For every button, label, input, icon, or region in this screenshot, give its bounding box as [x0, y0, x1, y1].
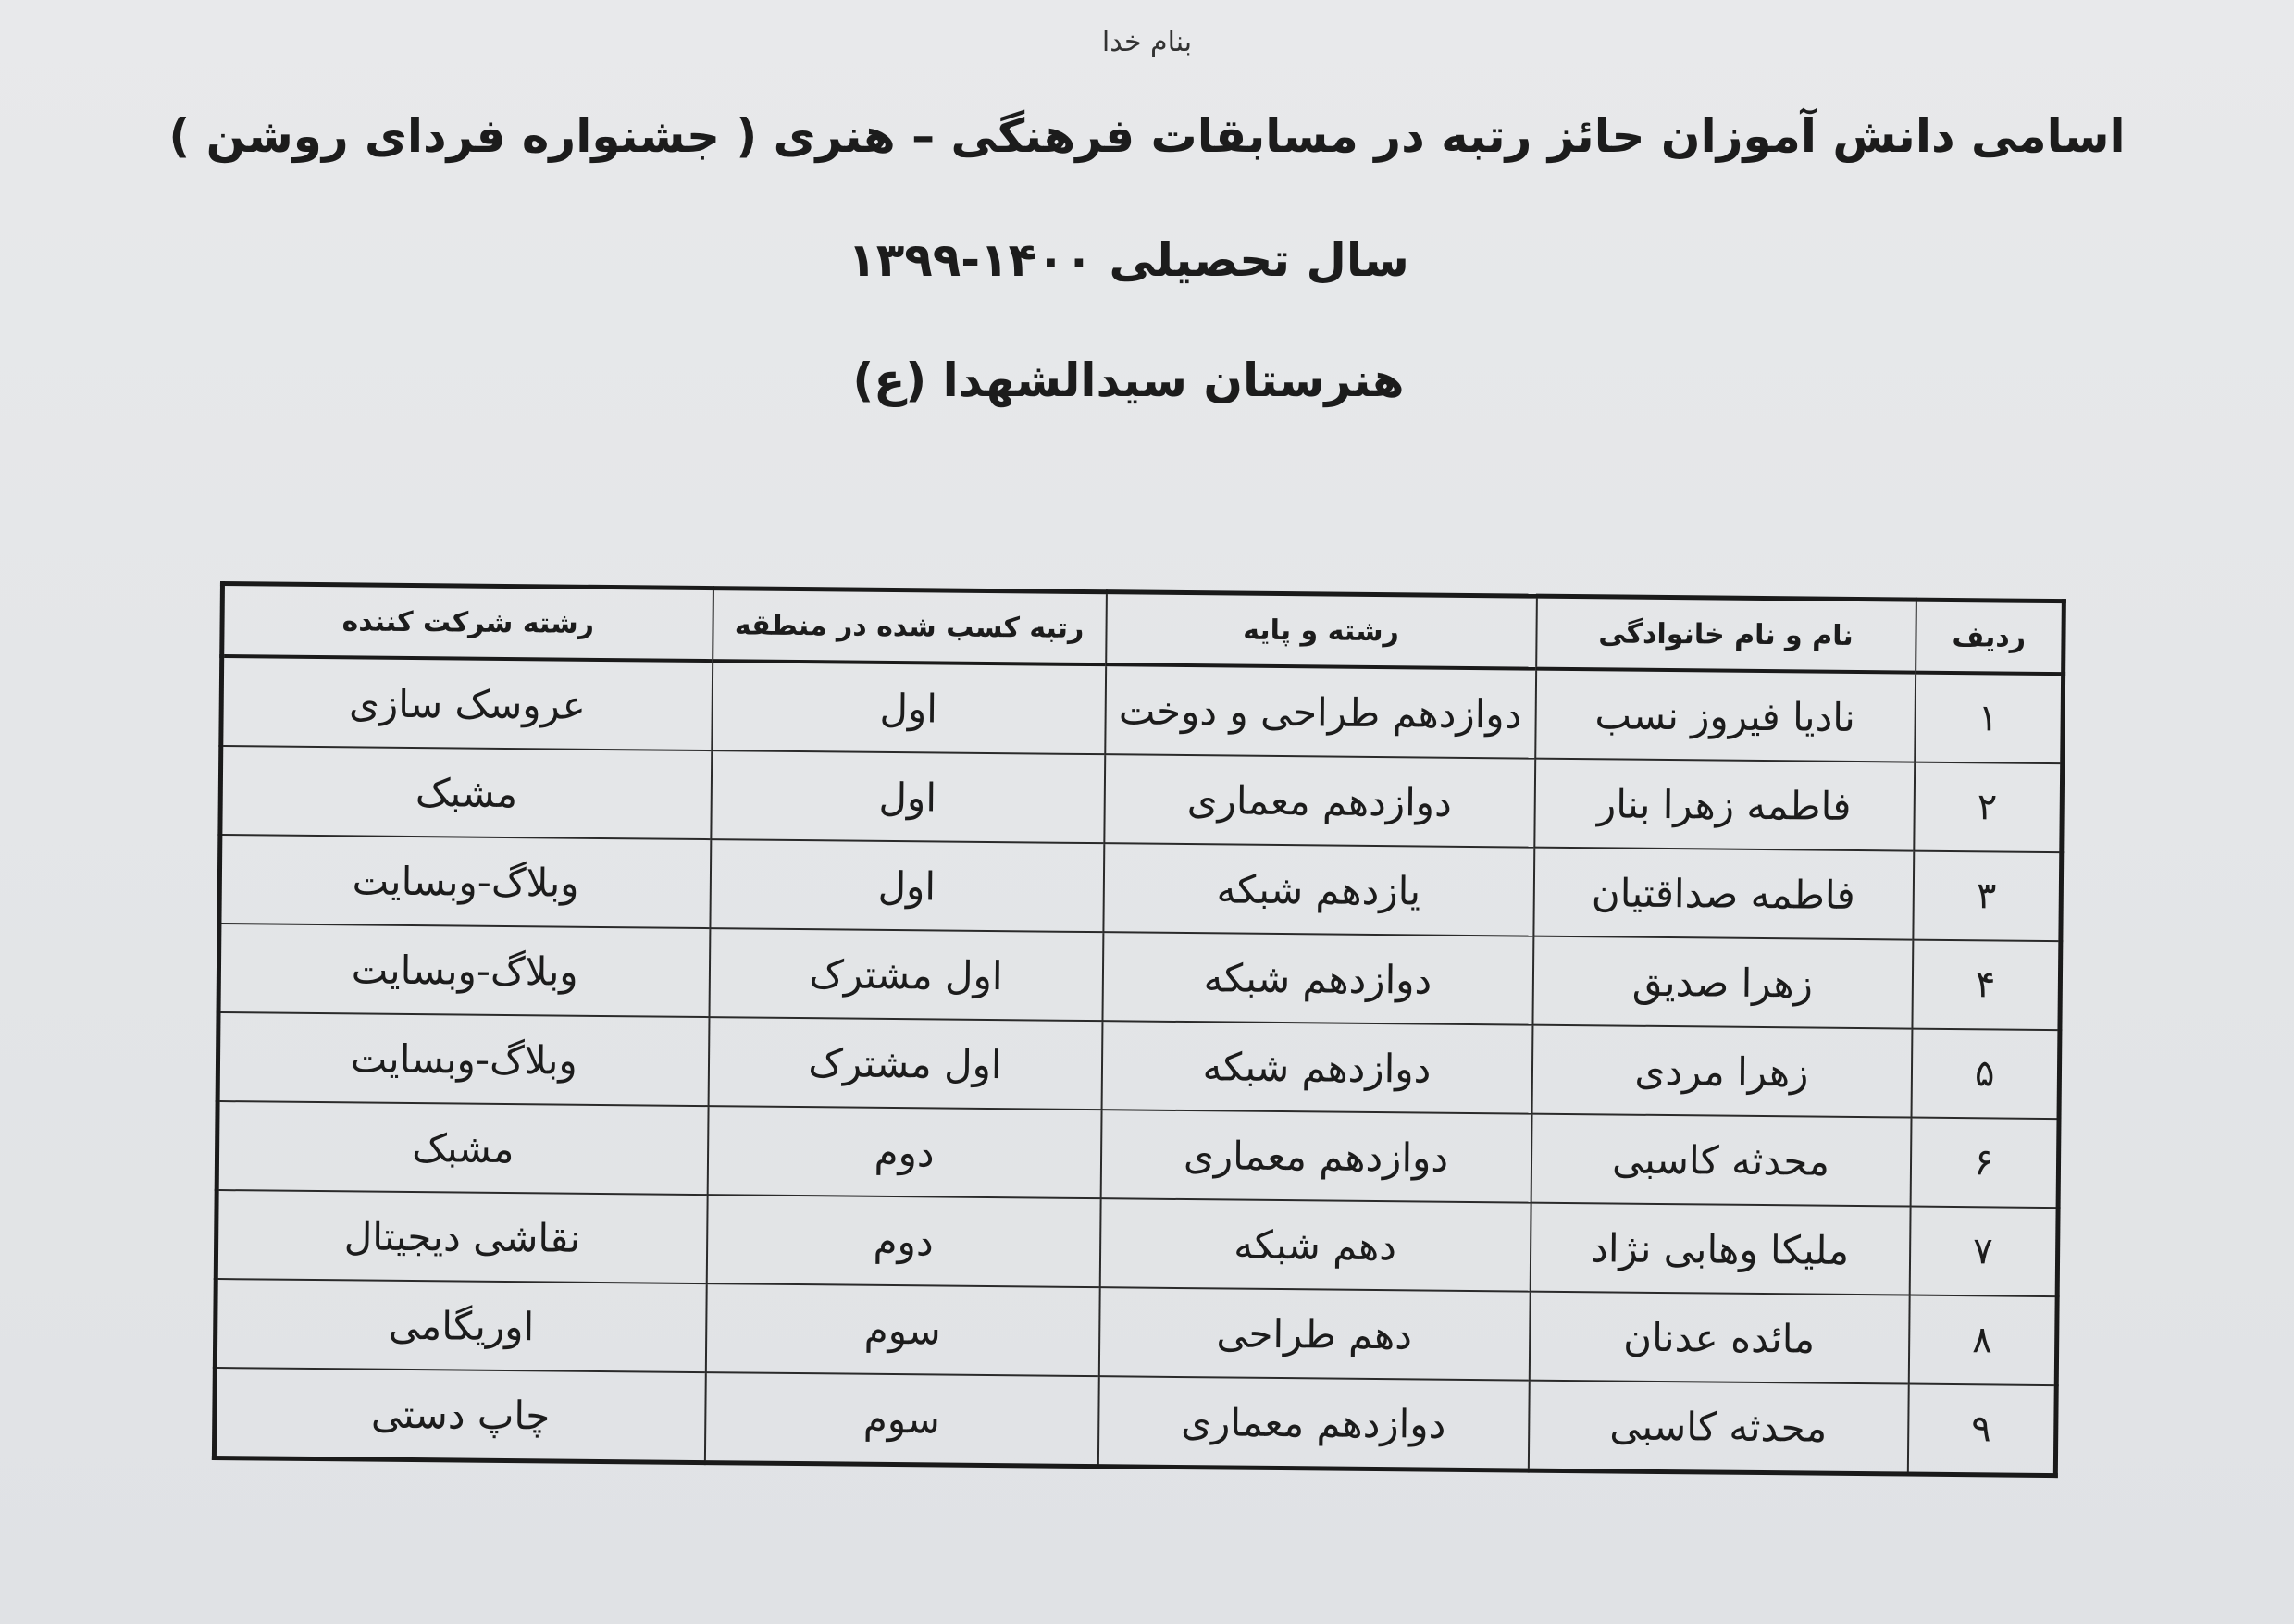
cell-competition: وبلاگ-وبسایت: [217, 1012, 709, 1106]
winners-table-container: [212, 581, 2062, 1478]
cell-row-number: ۸: [1908, 1295, 2057, 1386]
cell-row-number: ۶: [1910, 1118, 2059, 1209]
cell-name: مائده عدنان: [1529, 1292, 1909, 1384]
cell-row-number: ۱: [1915, 673, 2064, 764]
cell-row-number: ۴: [1912, 940, 2061, 1031]
school-name: هنرستان سیدالشهدا (ع): [852, 353, 1405, 407]
column-header-rank: رتبه کسب شده در منطقه: [713, 589, 1107, 665]
table-row: [217, 1101, 2059, 1208]
cell-field-grade: دهم شبکه: [1099, 1198, 1531, 1291]
winners-table: [212, 581, 2066, 1478]
cell-field-grade: دوازدهم معماری: [1097, 1376, 1529, 1470]
table-row: [216, 1190, 2058, 1296]
basmala-text: بنام خدا: [1101, 26, 1193, 58]
cell-row-number: ۹: [1907, 1384, 2056, 1476]
cell-name: زهرا صدیق: [1532, 936, 1913, 1029]
cell-rank: سوم: [704, 1372, 1098, 1467]
cell-competition: مشبک: [217, 1101, 708, 1195]
cell-competition: نقاشی دیجیتال: [216, 1190, 707, 1283]
cell-competition: اوریگامی: [215, 1279, 706, 1372]
cell-competition: چاپ دستی: [214, 1368, 705, 1463]
cell-name: فاطمه زهرا بنار: [1534, 759, 1915, 851]
cell-row-number: ۷: [1909, 1207, 2058, 1297]
cell-rank: اول: [711, 750, 1105, 843]
table-row: [218, 924, 2061, 1030]
cell-rank: اول: [710, 839, 1104, 932]
cell-name: محدثه کاسبی: [1531, 1114, 1911, 1207]
table-row: [217, 1012, 2060, 1119]
cell-rank: اول مشترک: [709, 928, 1103, 1021]
cell-row-number: ۳: [1913, 851, 2062, 942]
table-row: [220, 746, 2063, 852]
column-header-name: نام و نام خانوادگی: [1536, 596, 1916, 672]
column-header-competition: رشته شرکت کننده: [222, 584, 713, 662]
cell-row-number: ۲: [1914, 762, 2063, 853]
cell-rank: سوم: [705, 1283, 1099, 1376]
cell-rank: دوم: [706, 1195, 1100, 1287]
cell-name: ملیکا وهابی نژاد: [1530, 1203, 1910, 1295]
cell-field-grade: دوازدهم طراحی و دوخت: [1105, 664, 1536, 758]
cell-rank: دوم: [707, 1106, 1101, 1198]
document-title: اسامی دانش آموزان حائز رتبه در مسابقات فرهنگی – هنری ( جشنواره فردای روشن ): [168, 109, 2126, 163]
table-row: [214, 1368, 2056, 1476]
table-row: [219, 835, 2062, 941]
cell-field-grade: دوازدهم شبکه: [1101, 1021, 1532, 1113]
cell-name: محدثه کاسبی: [1528, 1381, 1908, 1474]
cell-name: فاطمه صداقتیان: [1533, 848, 1914, 940]
academic-year: سال تحصیلی ۱۴۰۰-۱۳۹۹: [848, 233, 1409, 287]
column-header-field-grade: رشته و پایه: [1106, 592, 1537, 669]
table-row: [221, 656, 2064, 763]
cell-field-grade: دوازدهم معماری: [1100, 1110, 1531, 1202]
column-header-row-number: ردیف: [1916, 600, 2065, 674]
cell-name: نادیا فیروز نسب: [1535, 669, 1916, 762]
cell-field-grade: دوازدهم شبکه: [1102, 932, 1533, 1024]
cell-row-number: ۵: [1911, 1029, 2060, 1120]
cell-competition: وبلاگ-وبسایت: [219, 835, 711, 928]
cell-field-grade: دوازدهم معماری: [1104, 754, 1535, 847]
table-row: [215, 1279, 2057, 1385]
cell-field-grade: دهم طراحی: [1098, 1287, 1530, 1380]
cell-rank: اول مشترک: [708, 1017, 1102, 1110]
cell-competition: عروسک سازی: [221, 656, 713, 750]
cell-field-grade: یازدهم شبکه: [1103, 843, 1534, 936]
cell-competition: وبلاگ-وبسایت: [218, 924, 710, 1017]
cell-rank: اول: [712, 661, 1106, 754]
cell-name: زهرا مردی: [1531, 1025, 1912, 1118]
cell-competition: مشبک: [220, 746, 712, 839]
